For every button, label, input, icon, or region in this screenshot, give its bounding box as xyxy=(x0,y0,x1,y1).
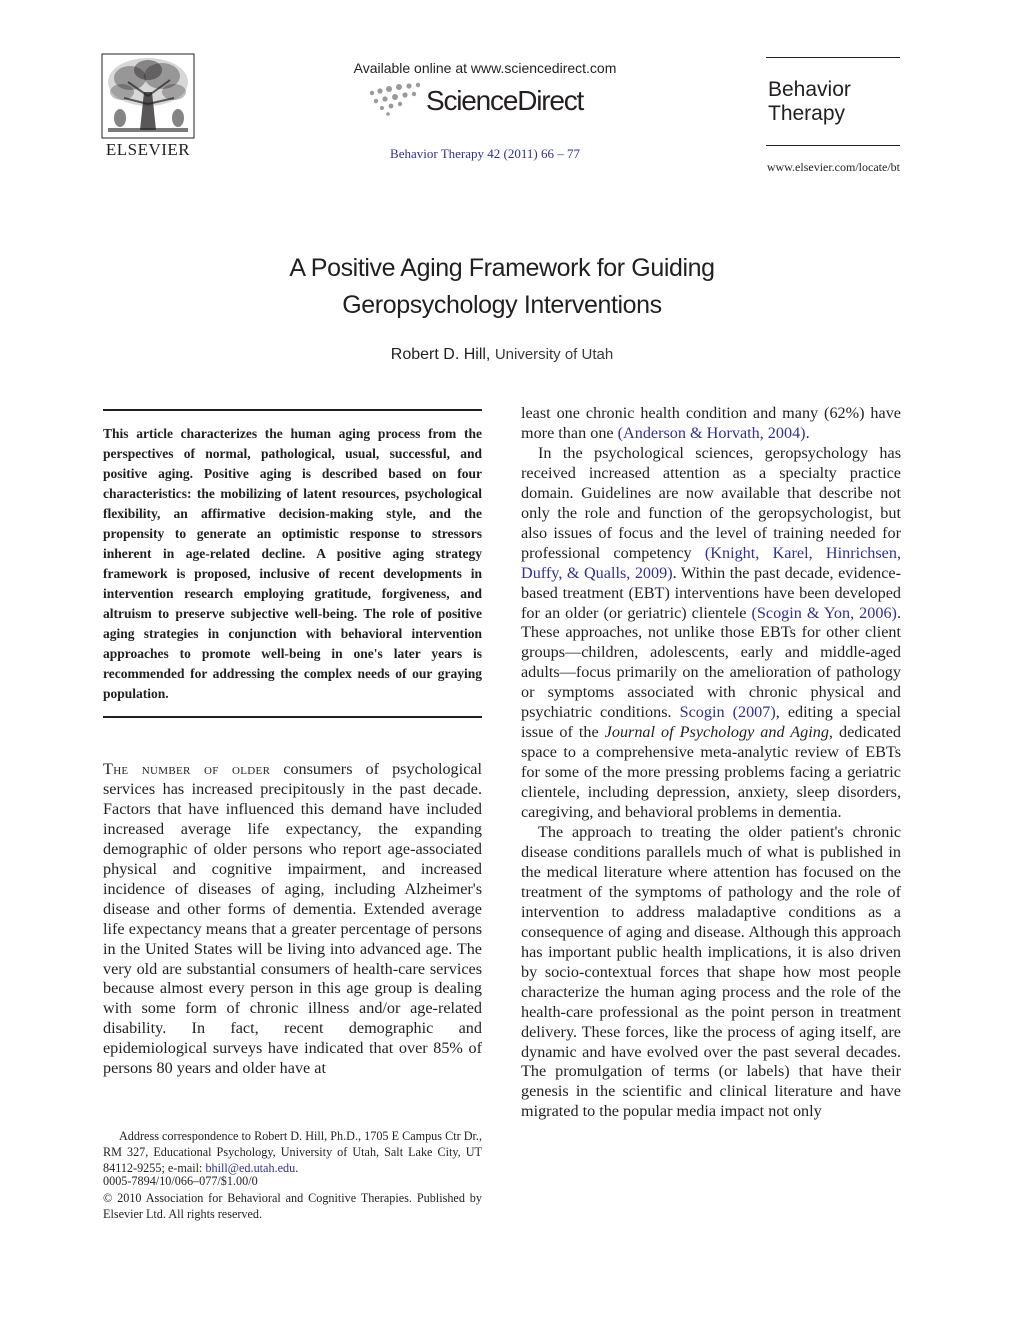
abstract-top-rule xyxy=(103,409,482,411)
journal-title-bottom-rule xyxy=(766,145,900,146)
abstract-bottom-rule xyxy=(103,716,482,718)
correspondence-address: Address correspondence to Robert D. Hill, Ph.D., 1705 E Campus Ctr Dr., RM 327, Educational Psychology, University of Utah, Salt Lake City, UT 84112-9255; e-mail: xyxy=(103,1129,482,1175)
article-title-line2: Geropsychology Interventions xyxy=(342,291,662,319)
paragraph-text: , editing a special issue of the xyxy=(521,703,902,742)
paragraph-text: . These approaches, not unlike those EBTs for other client groups—children, adolescents, early and middle-aged adults—focus primarily on the amelioration of pathology or symptoms associated with chronic physical and psychiatric conditions. xyxy=(521,603,901,722)
citation-knight-2009[interactable]: (Knight, Karel, Hinrichsen, Duffy, & Qualls, 2009) xyxy=(521,543,901,582)
right-column xyxy=(521,404,901,1122)
sciencedirect-dots-icon xyxy=(368,80,424,120)
journal-reference[interactable]: Behavior Therapy 42 (2011) 66 – 77 xyxy=(390,146,580,161)
paragraph-continuation xyxy=(521,404,901,444)
available-online-text[interactable]: Available online at www.sciencedirect.com xyxy=(353,60,617,76)
intro-lead-smallcaps: The number of older xyxy=(103,760,271,778)
paragraph-geropsychology xyxy=(521,444,901,823)
correspondence-address-end: . xyxy=(295,1161,299,1175)
journal-title xyxy=(768,78,851,126)
citation-scogin-yon-2006[interactable]: (Scogin & Yon, 2006) xyxy=(751,603,897,622)
copyright-line: © 2010 Association for Behavioral and Cognitive Therapies. Published by Elsevier Ltd. All rights reserved. xyxy=(103,1191,482,1221)
sciencedirect-wordmark[interactable]: ScienceDirect xyxy=(426,85,584,116)
paragraph-text: least one chronic health condition and many (62%) have more than one xyxy=(521,404,901,442)
article-title-line1: A Positive Aging Framework for Guiding xyxy=(289,254,715,282)
journal-name-italic: Journal of Psychology and Aging, xyxy=(604,723,833,742)
paragraph-text: . Within the past decade, evidence-based treatment (EBT) interventions have been developed for an older (or geriatric) clientele xyxy=(521,563,901,622)
journal-url[interactable]: www.elsevier.com/locate/bt xyxy=(766,160,900,174)
correspondence-footnote xyxy=(103,1128,482,1176)
journal-title-line1: Behavior xyxy=(768,78,851,101)
paragraph-text: In the psychological sciences, geropsychology has received increased attention as a specialty practice domain. Guidelines are now available that describe not only the role and function of the geropsychologist, but also issues of focus and the level of training needed for professional competency xyxy=(521,443,901,562)
issn-line: 0005-7894/10/066–077/$1.00/0 xyxy=(103,1174,258,1188)
author-affiliation: University of Utah xyxy=(494,346,614,363)
tree-icon xyxy=(100,52,196,140)
article-title xyxy=(150,250,854,324)
author-line xyxy=(150,346,854,364)
author-name: Robert D. Hill, xyxy=(390,346,491,363)
paragraph-text: . xyxy=(805,423,810,442)
citation-anderson-horvath-2004[interactable]: (Anderson & Horvath, 2004) xyxy=(617,423,806,442)
paragraph-approach: The approach to treating the older patient's chronic disease conditions parallels much of what is published in the medical literature where attention has focused on the treatment of the symptoms of pathology and the role of intervention to address maladaptive conditions as a consequence of aging and disease. Although this approach has important public health implications, it is also driven by socio-contextual forces that shape how most people characterize the human aging process and the role of the health-care professional as the point person in treatment delivery. These forces, like the process of aging itself, are dynamic and have evolved over the past several decades. The promulgation of terms (or labels) that have their genesis in the scientific and clinical literature and have migrated to the popular media impact not only xyxy=(521,823,901,1121)
citation-scogin-2007[interactable]: Scogin (2007) xyxy=(679,703,776,722)
publisher-name: ELSEVIER xyxy=(105,140,191,159)
correspondence-email-link[interactable]: bhill@ed.utah.edu xyxy=(205,1161,296,1175)
journal-title-top-rule xyxy=(766,57,900,58)
abstract: This article characterizes the human aging process from the perspectives of normal, pathological, usual, successful, and positive aging. Positive aging is described based on four characteristics: the mobilizing of latent resources, psychological flexibility, an affirmative decision-making style, and the propensity to generate an optimistic response to stressors inherent in age-related decline. A positive aging strategy framework is proposed, inclusive of recent developments in intervention research employing gratitude, forgiveness, and altruism to preserve subjective well-being. The role of positive aging strategies in conjunction with behavioral intervention approaches to promote well-being in one's later years is recommended for addressing the complex needs of our graying population. xyxy=(103,426,482,701)
paragraph-text: dedicated space to a comprehensive meta-analytic review of EBTs for some of the more pressing problems facing a geriatric clientele, including depression, anxiety, sleep disorders, caregiving, and behavioral problems in dementia. xyxy=(521,723,902,822)
journal-title-line2: Therapy xyxy=(768,102,846,125)
intro-body: consumers of psychological services has increased precipitously in the past decade. Factors that have influenced this demand have included increased average life expectancy, the expanding demographic of older persons who report age-associated physical and cognitive impairment, and increased incidence of diseases of aging, including Alzheimer's disease and other forms of dementia. Extended average life expectancy means that a greater percentage of persons in the United States will be living into advanced age. The very old are substantial consumers of health-care services because almost every person in this age group is dealing with some form of chronic illness and/or age-related disability. In fact, recent demographic and epidemiological surveys have indicated that over 85% of persons 80 years and older have at xyxy=(103,760,482,1078)
intro-paragraph xyxy=(103,760,482,1079)
